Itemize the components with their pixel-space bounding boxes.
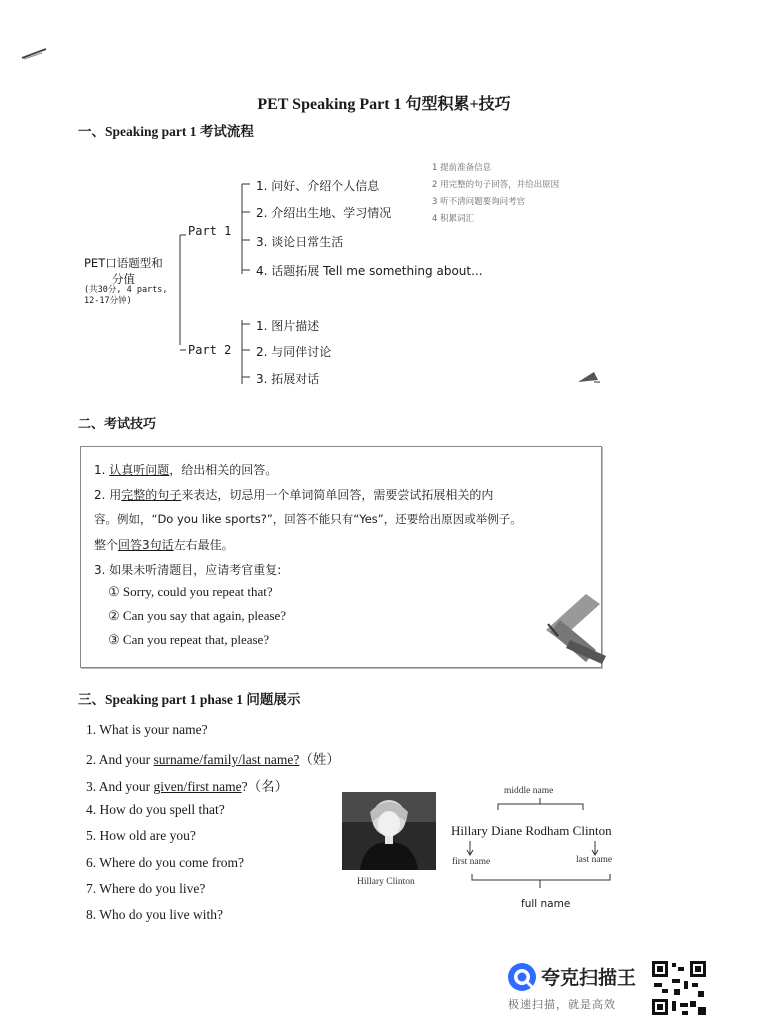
question-item	[86, 881, 205, 897]
pen-mark-icon	[20, 46, 50, 62]
tip-2-number: 2.	[94, 488, 106, 502]
question-text: 8. Who do you live with?	[86, 907, 223, 922]
tip-2-line3-key: 回答3句话	[118, 538, 174, 552]
part1-item: 1. 问好、介绍个人信息	[256, 179, 380, 193]
question-key: given/first name	[153, 779, 242, 794]
repeat-phrase: ① Sorry, could you repeat that?	[108, 584, 273, 599]
part1-note: 1 提前准备信息	[432, 163, 492, 173]
part2-item: 3. 拓展对话	[256, 372, 320, 386]
full-name-text: Hillary Diane Rodham Clinton	[451, 823, 612, 838]
section2-heading: 二、考试技巧	[78, 417, 157, 432]
tip-2-line3-pre: 整个	[94, 538, 119, 552]
tip-2-key: 完整的句子	[121, 488, 182, 502]
qr-code-icon	[650, 959, 708, 1017]
part1-note: 4 积累词汇	[432, 214, 475, 224]
repeat-phrase: ② Can you say that again, please?	[108, 608, 287, 623]
question-text: 6. Where do you come from?	[86, 855, 244, 870]
part1-label: Part 1	[188, 224, 232, 238]
tree-root-note-line2: 12-17分钟)	[84, 296, 132, 306]
tip-2-pre: 用	[109, 488, 122, 502]
question-text: 2. And your	[86, 752, 154, 767]
question-note: （姓）	[299, 752, 340, 767]
tree-root-note	[84, 285, 168, 307]
question-item	[86, 828, 196, 844]
part2-label: Part 2	[188, 343, 232, 357]
question-key: surname/family/last name?	[153, 752, 300, 767]
question-text: 7. Where do you live?	[86, 881, 206, 896]
section3-heading: 三、Speaking part 1 phase 1 问题展示	[78, 692, 301, 707]
question-text: 3. And your	[86, 779, 154, 794]
question-item	[86, 802, 225, 818]
tip-2-text: 来表达，切忌用一个单词简单回答，需要尝试拓展相关的内	[181, 488, 494, 502]
section1-heading: 一、Speaking part 1 考试流程	[78, 124, 254, 139]
tree-root-label	[84, 255, 163, 287]
question-item	[86, 748, 340, 768]
photo-caption: Hillary Clinton	[357, 877, 415, 887]
last-name-label: last name	[576, 855, 613, 865]
tip-1	[94, 461, 277, 478]
name-diagram-lines	[440, 796, 640, 906]
tip-1-number: 1.	[94, 463, 106, 477]
question-text: 4. How do you spell that?	[86, 802, 225, 817]
portrait-photo	[342, 792, 436, 870]
tree-root-note-line1: (共30分, 4 parts,	[84, 285, 168, 295]
decoration-icon	[576, 366, 602, 386]
question-item	[86, 722, 208, 738]
ruler-icon	[540, 590, 616, 670]
first-name-label: first name	[452, 857, 491, 867]
tip-1-key: 认真听问题	[109, 463, 170, 477]
part2-item: 2. 与同伴讨论	[256, 345, 332, 359]
tip-1-text: ，给出相关的回答。	[169, 463, 278, 477]
part1-item: 2. 介绍出生地、学习情况	[256, 206, 392, 220]
part1-note: 2 用完整的句子回答，并给出原因	[432, 180, 560, 190]
quark-logo-icon	[507, 962, 537, 992]
question-note: ?（名）	[241, 779, 289, 794]
tip-2-line3-text: 左右最佳。	[173, 538, 234, 552]
question-item	[86, 775, 288, 795]
part1-item: 4. 话题拓展 Tell me something about...	[256, 264, 483, 278]
question-item	[86, 855, 244, 871]
question-item	[86, 907, 223, 923]
tip-2-line2: 容。例如，“Do you like sports?”，回答不能只有“Yes”，还要给出原因或举例子。	[94, 512, 522, 526]
part1-note: 3 听不清问题要询问考官	[432, 197, 526, 207]
full-name-label: full name	[521, 898, 571, 910]
tip-3: 3. 如果未听清题目，应请考官重复:	[94, 563, 282, 577]
page-title: PET Speaking Part 1 句型积累+技巧	[257, 96, 511, 113]
tip-2-line3	[94, 536, 234, 553]
question-text: 5. How old are you?	[86, 828, 196, 843]
tree-root-line2: 分值	[112, 272, 135, 286]
tree-connector	[170, 170, 270, 390]
brand-name: 夸克扫描王	[541, 967, 637, 989]
tree-root-line1: PET口语题型和	[84, 256, 163, 270]
part2-item: 1. 图片描述	[256, 319, 320, 333]
tip-2	[94, 486, 493, 503]
question-text: 1. What is your name?	[86, 722, 208, 737]
part1-item: 3. 谈论日常生活	[256, 235, 344, 249]
brand-slogan: 极速扫描，就是高效	[508, 998, 616, 1011]
repeat-phrase: ③ Can you repeat that, please?	[108, 632, 270, 647]
middle-name-label: middle name	[504, 786, 554, 796]
